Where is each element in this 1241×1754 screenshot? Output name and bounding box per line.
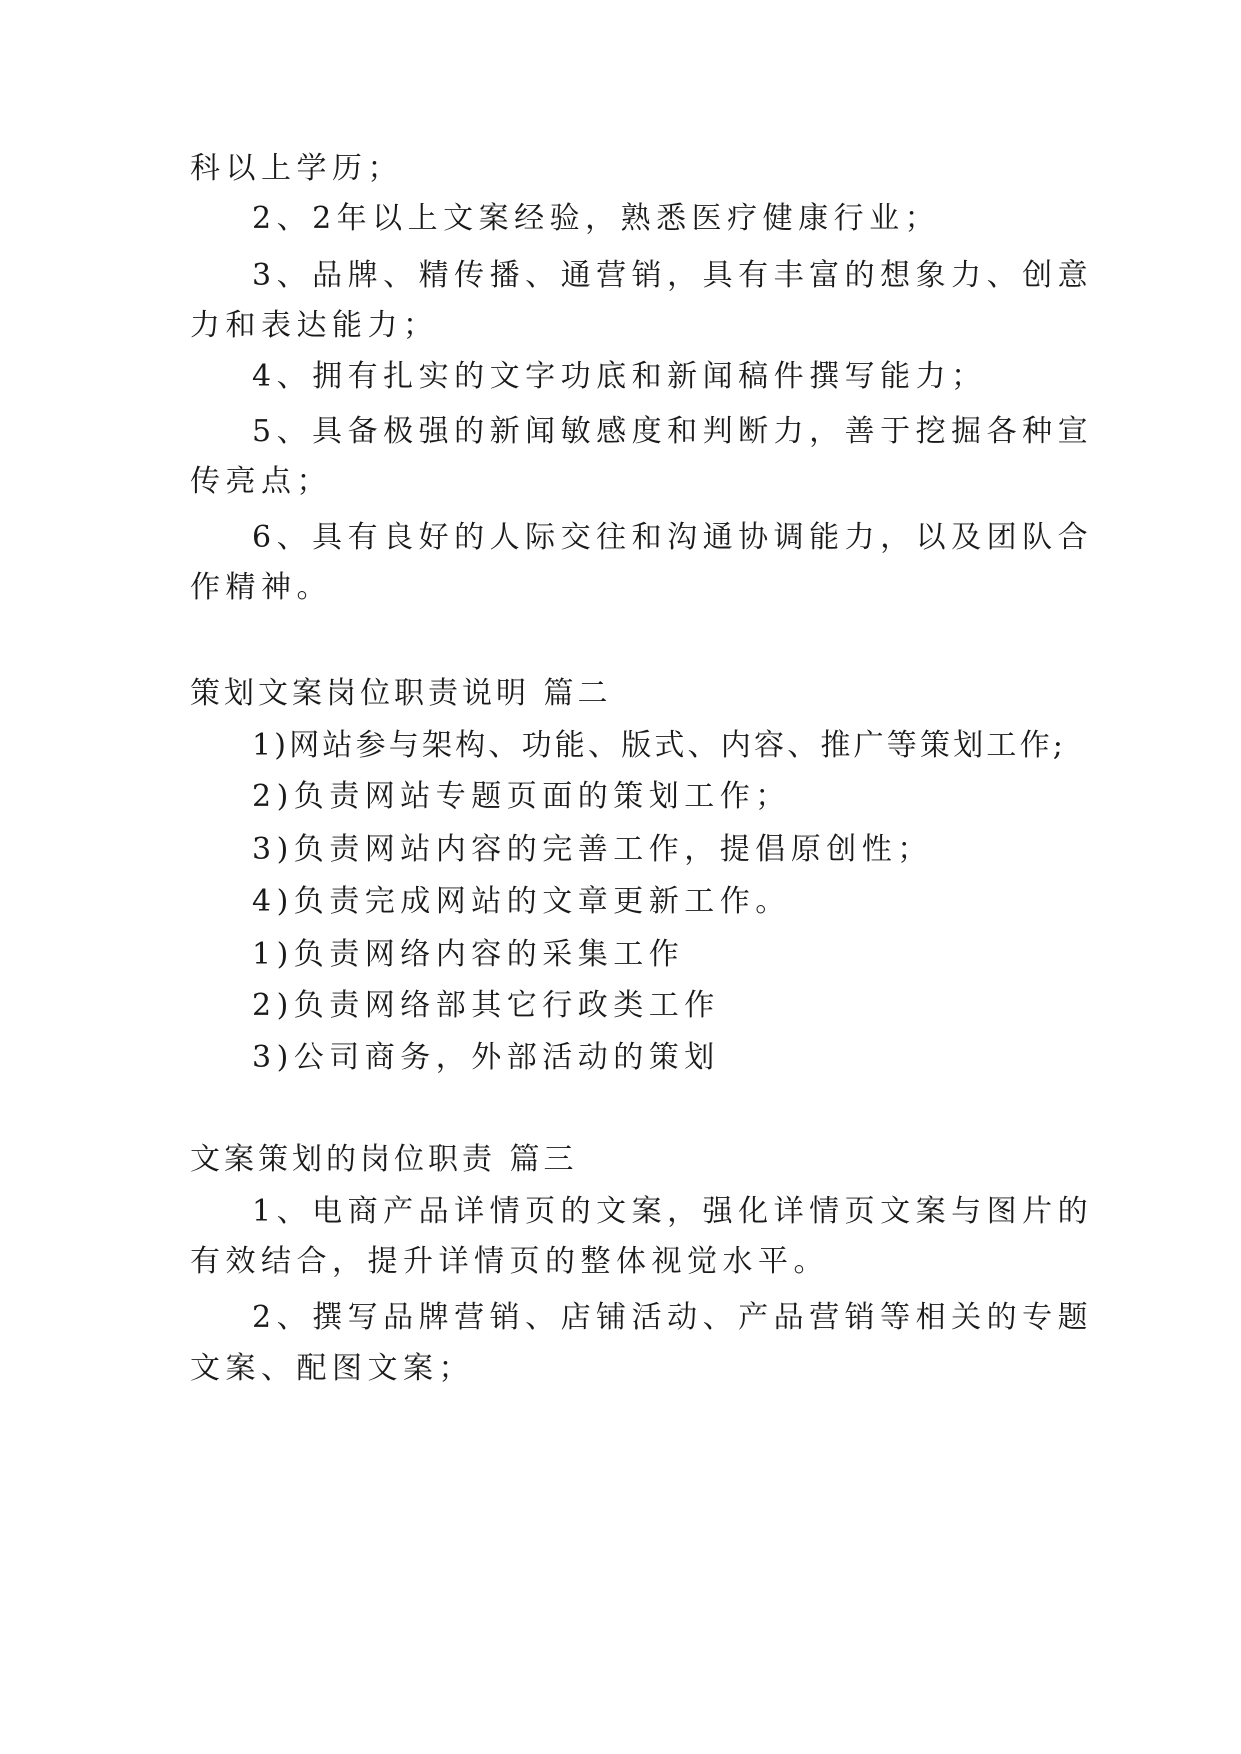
duty-item: 1、电商产品详情页的文案，强化详情页文案与图片的 [252,1194,1094,1229]
paragraph-line: 文案、配图文案； [190,1351,474,1386]
requirement-2: 2、2年以上文案经验，熟悉医疗健康行业； [252,201,941,236]
duty-item: 2)负责网络部其它行政类工作 [252,988,720,1023]
duty-item: 2、撰写品牌营销、店铺活动、产品营销等相关的专题 [252,1300,1094,1335]
paragraph-line: 力和表达能力； [190,308,439,343]
duty-item: 1)网站参与架构、功能、版式、内容、推广等策划工作; [252,728,1067,763]
paragraph-line: 作精神。 [190,570,332,605]
paragraph-line: 科以上学历； [190,151,403,186]
duty-item: 2)负责网站专题页面的策划工作； [252,779,791,814]
requirement-3: 3、品牌、精传播、通营销，具有丰富的想象力、创意 [252,258,1094,293]
requirement-6: 6、具有良好的人际交往和沟通协调能力，以及团队合 [252,520,1094,555]
duty-item: 1)负责网络内容的采集工作 [252,937,685,972]
duty-item: 4)负责完成网站的文章更新工作。 [252,884,791,919]
duty-item: 3)负责网站内容的完善工作，提倡原创性； [252,832,933,867]
paragraph-line: 传亮点； [190,464,332,499]
paragraph-line: 有效结合，提升详情页的整体视觉水平。 [190,1244,829,1279]
requirement-5: 5、具备极强的新闻敏感度和判断力，善于挖掘各种宣 [252,414,1094,449]
duty-item: 3)公司商务，外部活动的策划 [252,1040,720,1075]
section-heading-2: 策划文案岗位职责说明 篇二 [190,676,612,711]
requirement-4: 4、拥有扎实的文字功底和新闻稿件撰写能力； [252,359,987,394]
section-heading-3: 文案策划的岗位职责 篇三 [190,1142,578,1177]
